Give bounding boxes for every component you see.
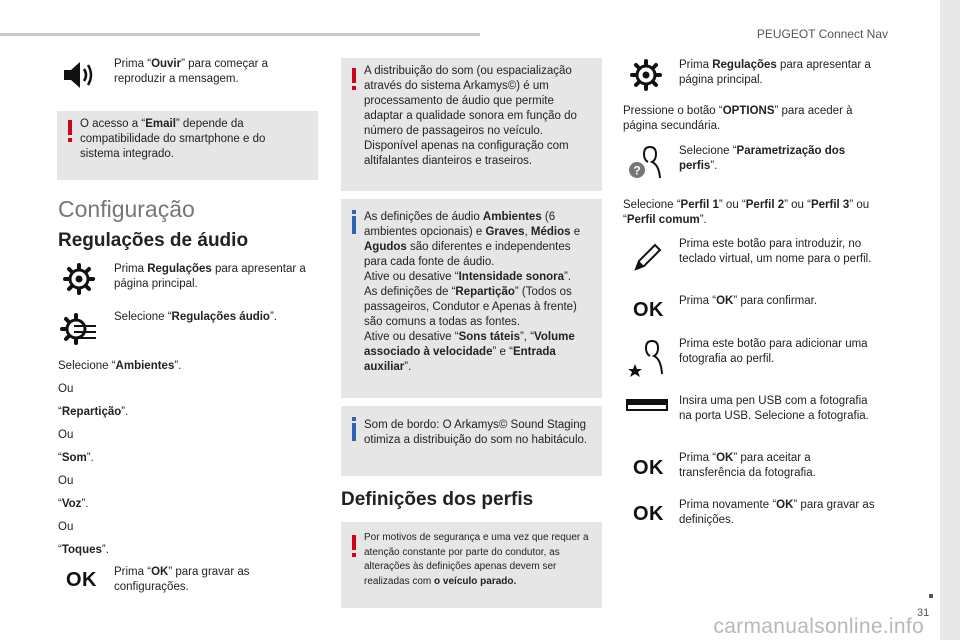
step-regulacoes: Prima Regulações para apresentar a página principal.: [679, 59, 871, 86]
warning-icon: [68, 120, 72, 135]
step-parametrizacao: Selecione “Parametrização dos perfis”.: [679, 145, 846, 172]
step-regulacoes: Prima Regulações para apresentar a página principal.: [114, 263, 306, 290]
audio-settings-info-box: [341, 199, 602, 398]
pencil-icon: [631, 240, 665, 274]
info-icon: [352, 216, 356, 234]
safety-warning-box: [341, 522, 602, 608]
list-item: “Toques”.: [58, 544, 109, 556]
speaker-icon: [62, 58, 98, 92]
play-instruction: Prima “Ouvir” para começar a reproduzir a mensagem.: [114, 58, 269, 85]
header-rule: [0, 33, 480, 36]
list-item: Selecione “Ambientes”.: [58, 360, 182, 372]
step-insert-usb: Insira uma pen USB com a fotografia na porta USB. Selecione a fotografia.: [679, 395, 869, 422]
info-icon: [352, 423, 356, 441]
page-sidebar: [940, 0, 960, 640]
list-item: “Voz”.: [58, 498, 89, 510]
page-marker: [929, 594, 933, 598]
arkamys-info-text: Som de bordo: O Arkamys© Sound Staging otimiza a distribuição do som no habitáculo.: [364, 419, 588, 446]
audio-settings-info-text: As definições de áudio Ambientes (6 ambientes opcionais) e Graves, Médios e Agudos são diferentes e independentes para cada fonte de áudio. Ative ou desative “Intensidade sonora”. As definições de “Repartição” (Todos os passageiros, Condutor e Apenas à frente) são comuns a todas as fontes. Ative ou desative “Sons táteis”, “Volume associado à velocidade” e “Entrada auxiliar”.: [364, 211, 581, 373]
ok-button-icon: OK: [633, 299, 664, 321]
section-title-perfis: Definições dos perfis: [341, 489, 534, 510]
options-instruction: Pressione o botão “OPTIONS” para aceder à página secundária.: [623, 105, 853, 132]
step-ok-save: Prima novamente “OK” para gravar as definições.: [679, 499, 875, 526]
ok-button-icon: OK: [633, 503, 664, 525]
brand-title: PEUGEOT Connect Nav: [756, 27, 888, 41]
spatialization-warning-text: A distribuição do som (ou espacialização através do sistema Arkamys©) é um processamento de áudio que permite adaptar a qualidade sonora em função do número de passageiros no veículo. Disponível apenas na configuração com altifalantes dianteiros e traseiros.: [364, 65, 577, 167]
arkamys-info-box: [341, 406, 602, 476]
warning-icon: [352, 535, 356, 550]
profile-help-icon: [626, 144, 664, 182]
list-item: “Som”.: [58, 452, 94, 464]
subsection-title-audio: Regulações de áudio: [58, 230, 249, 251]
watermark: carmanualsonline.info: [713, 615, 924, 638]
step-ok-confirm: Prima “OK” para confirmar.: [679, 295, 818, 307]
list-item: Ou: [58, 475, 74, 487]
ok-button-icon: OK: [66, 569, 97, 591]
email-warning-text: O acesso a “Email” depende da compatibilidade do smartphone e do sistema integrado.: [80, 118, 266, 160]
spatialization-warning-box: [341, 58, 602, 191]
list-item: “Repartição”.: [58, 406, 129, 418]
profiles-instruction: Selecione “Perfil 1” ou “Perfil 2” ou “Perfil 3” ou “Perfil comum”.: [623, 199, 870, 226]
list-item: Ou: [58, 429, 74, 441]
usb-slot-icon: [626, 398, 668, 412]
step-ok-gravar: Prima “OK” para gravar as configurações.: [114, 566, 250, 593]
email-warning-box: [57, 111, 318, 180]
page-number: 31: [917, 607, 930, 619]
step-regulacoes-audio: Selecione “Regulações áudio”.: [114, 311, 277, 323]
section-title-configuracao: Configuração: [58, 196, 195, 222]
step-add-photo: Prima este botão para adicionar uma fotografia ao perfil.: [679, 338, 868, 365]
ok-button-icon: OK: [633, 457, 664, 479]
svg-text:?: ?: [633, 163, 641, 178]
list-item: Ou: [58, 383, 74, 395]
warning-icon: [352, 68, 356, 83]
gear-icon: [62, 262, 96, 296]
step-name-profile: Prima este botão para introduzir, no teclado virtual, um nome para o perfil.: [679, 238, 872, 265]
list-item: Ou: [58, 521, 74, 533]
gear-icon: [629, 58, 663, 92]
safety-warning-text: Por motivos de segurança e uma vez que requer a atenção constante por parte do condutor, as alterações às definições apenas devem ser realizadas com o veículo parado.: [364, 532, 589, 587]
profile-star-icon: [626, 338, 666, 380]
gear-slider-icon: [60, 312, 98, 346]
step-ok-accept: Prima “OK” para aceitar a transferência da fotografia.: [679, 452, 816, 479]
